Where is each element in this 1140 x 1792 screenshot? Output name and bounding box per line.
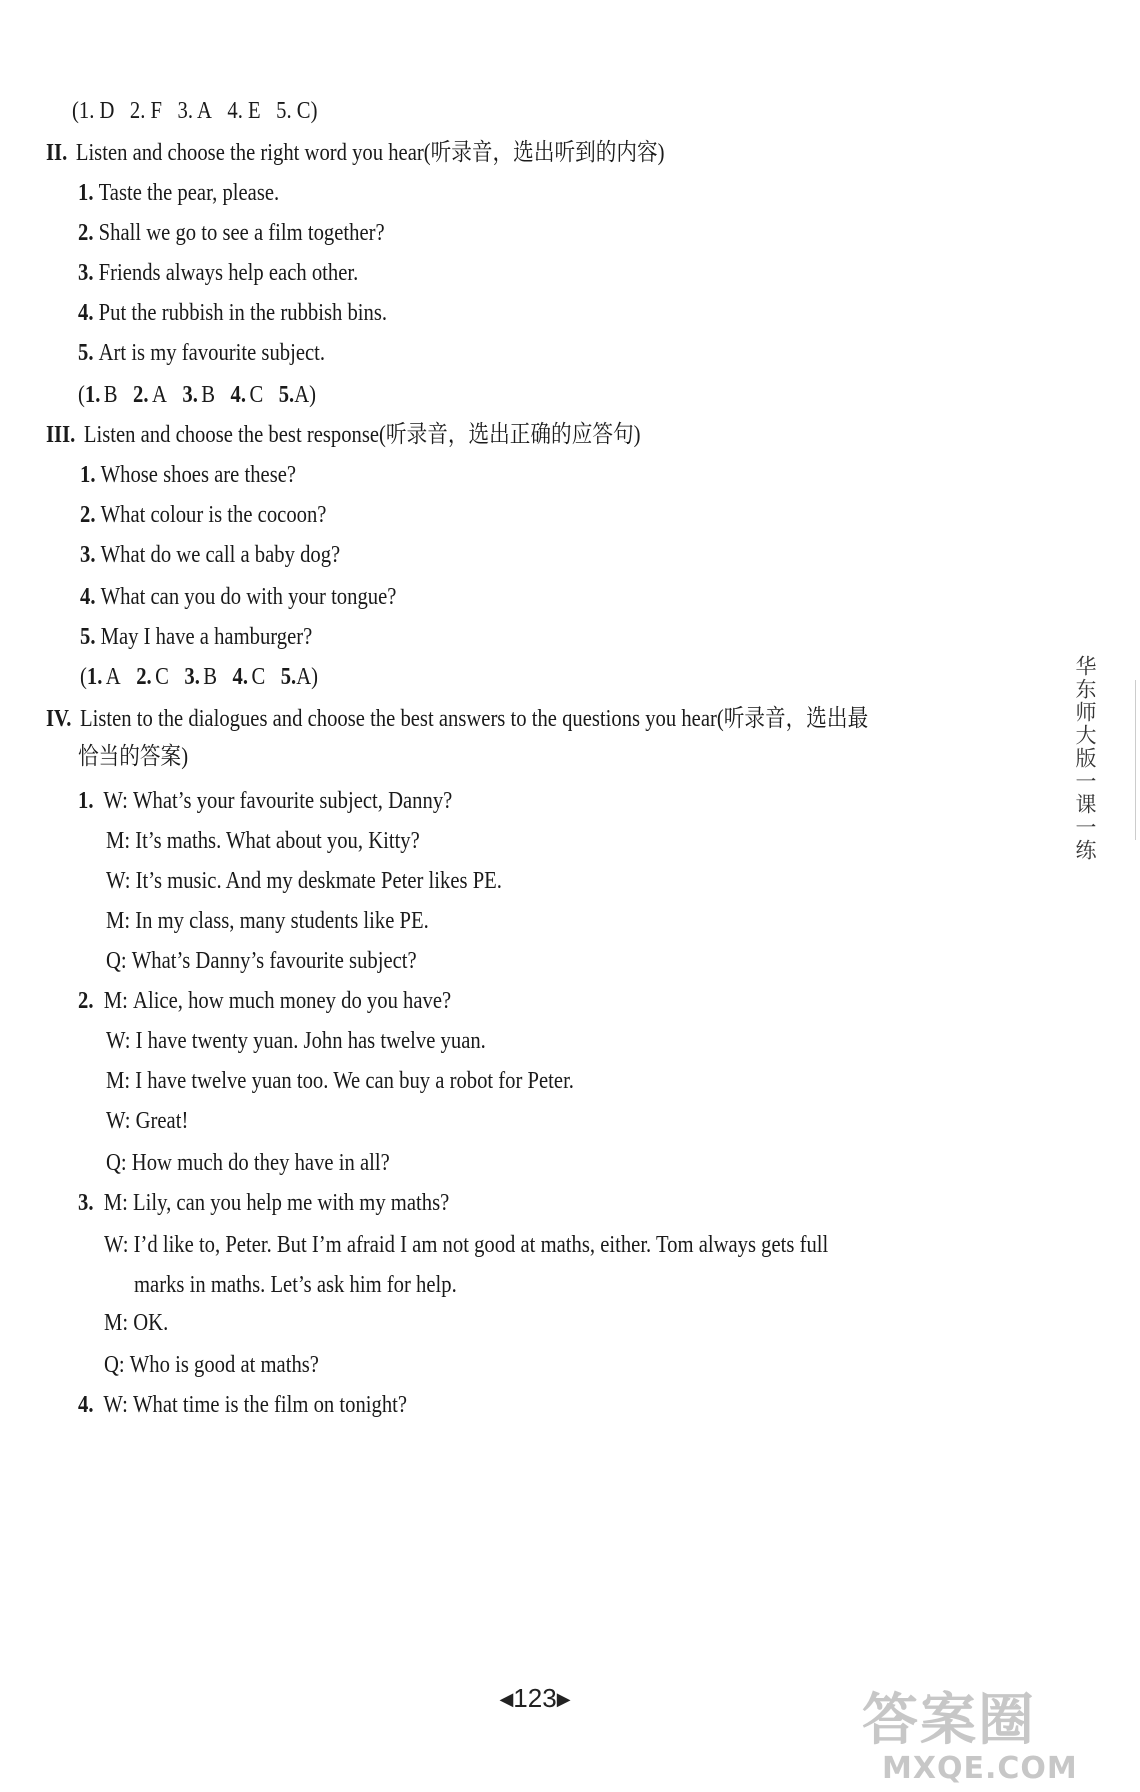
answer: 3. A <box>177 98 212 124</box>
dialogue-line: Q: What’s Danny’s favourite subject? <box>106 948 417 974</box>
right-triangle-icon: ▶ <box>556 1689 571 1709</box>
section-number: II. <box>46 140 68 166</box>
list-item: 1. Whose shoes are these? <box>80 462 297 488</box>
dialogue-line: M: In my class, many students like PE. <box>106 908 429 934</box>
dialogue-line: marks in maths. Let’s ask him for help. <box>134 1272 457 1298</box>
dialogue-line: W: It’s music. And my deskmate Peter likes PE. <box>106 868 502 894</box>
list-item: 3. What do we call a baby dog? <box>80 542 341 568</box>
section2-answers: (1. B 2. A 3. B 4. C 5.A) <box>78 382 316 408</box>
side-divider <box>1135 680 1136 840</box>
list-item: 2. What colour is the cocoon? <box>80 502 327 528</box>
left-triangle-icon: ◀ <box>499 1689 514 1709</box>
section-title: Listen and choose the right word you hear(听录音，选出听到的内容) <box>75 140 665 166</box>
list-item: 2. Shall we go to see a film together? <box>78 220 385 246</box>
dialogue-line: 2. M: Alice, how much money do you have? <box>78 988 452 1014</box>
dialogue-line: M: It’s maths. What about you, Kitty? <box>106 828 420 854</box>
watermark-url: MXQE.COM <box>882 1751 1078 1786</box>
dialogue-line: Q: Who is good at maths? <box>104 1352 319 1378</box>
dialogue-line: M: OK. <box>104 1310 169 1336</box>
page-number: ◀123▶ <box>499 1683 571 1713</box>
section-title: Listen to the dialogues and choose the best answers to the questions you hear(听录音，选出最 <box>80 706 869 732</box>
watermark-text: 答案圈 <box>862 1688 1036 1753</box>
list-item: 5. Art is my favourite subject. <box>78 340 326 366</box>
dialogue-line: W: I have twenty yuan. John has twelve yuan. <box>106 1028 486 1054</box>
dialogue-line: M: I have twelve yuan too. We can buy a robot for Peter. <box>106 1068 574 1094</box>
section-title: Listen and choose the best response(听录音，选出正确的应答句) <box>83 422 641 448</box>
answer: 5. C <box>276 98 311 124</box>
section4-heading <box>46 704 868 734</box>
section-number: IV. <box>46 706 72 732</box>
section4-heading-cont: 恰当的答案) <box>78 744 189 770</box>
list-item: 4. Put the rubbish in the rubbish bins. <box>78 300 388 326</box>
answer: 1. D <box>78 98 115 124</box>
answer: 4. E <box>227 98 261 124</box>
section1-answers: (1. D 2. F 3. A 4. E 5. C) <box>72 98 318 124</box>
section3-heading <box>46 420 640 450</box>
dialogue-line: 3. M: Lily, can you help me with my maths? <box>78 1190 450 1216</box>
list-item: 4. What can you do with your tongue? <box>80 584 397 610</box>
dialogue-line: W: I’d like to, Peter. But I’m afraid I am not good at maths, either. Tom always gets full <box>104 1232 829 1258</box>
dialogue-line: 4. W: What time is the film on tonight? <box>78 1392 408 1418</box>
dialogue-line: 1. W: What’s your favourite subject, Danny? <box>78 788 453 814</box>
dialogue-line: W: Great! <box>106 1108 189 1134</box>
watermark-logo <box>862 1690 1132 1788</box>
side-label: 华东师大版一课一练 <box>1073 655 1097 862</box>
answer: 2. F <box>129 98 163 124</box>
dialogue-line: Q: How much do they have in all? <box>106 1150 390 1176</box>
section-number: III. <box>46 422 76 448</box>
list-item: 5. May I have a hamburger? <box>80 624 313 650</box>
section3-answers: (1. A 2. C 3. B 4. C 5.A) <box>80 664 318 690</box>
list-item: 3. Friends always help each other. <box>78 260 359 286</box>
list-item: 1. Taste the pear, please. <box>78 180 280 206</box>
section2-heading <box>46 138 665 168</box>
